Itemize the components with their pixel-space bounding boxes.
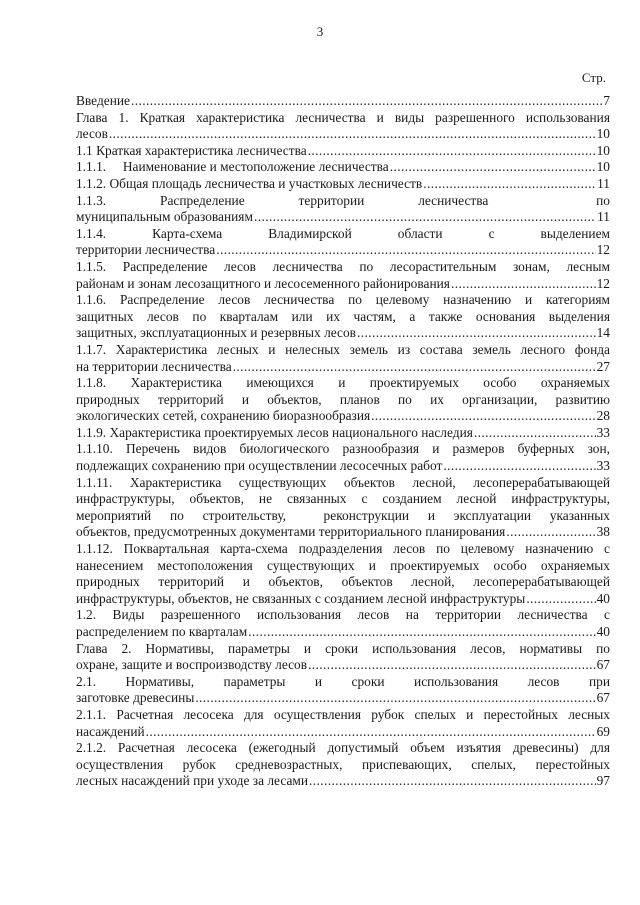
toc-entry[interactable] [76,641,610,674]
toc-page-number: 10 [596,126,610,142]
dot-leader [390,159,596,176]
toc-page-number: 14 [596,325,610,341]
toc-page-number: 12 [596,242,610,258]
toc-entry[interactable] [76,607,610,640]
toc-entry-line: 2.1.2. Расчетная лесосека (ежегодный допустимый объем изъятия древесины) для [76,740,610,756]
toc-entry-title: лесов [76,126,108,142]
toc-entry-title: распределением по кварталам [76,624,248,639]
toc-entry-last-line [76,159,610,176]
toc-entry[interactable] [76,259,610,292]
toc-entry-line: природных территорий и объектов, объектов лесной, лесоперерабатывающей [76,574,610,590]
dot-leader [451,276,596,293]
toc-entry-last-line [76,773,610,790]
toc-page-number: 11 [597,175,610,191]
toc-entry-title: объектов, предусмотренных документами территориального планирования [76,524,506,540]
dot-leader [506,524,595,541]
toc-entry[interactable] [76,342,610,375]
toc-entry-line: 1.1.3. Распределение территории лесничества по [76,192,610,208]
toc-page-number: 12 [596,275,610,291]
toc-entry-last-line [76,591,610,608]
dot-leader [248,624,595,641]
toc-entry-last-line [76,524,610,541]
table-of-contents [76,93,610,790]
toc-entry[interactable] [76,176,610,193]
dot-leader [254,209,596,226]
toc-entry-line: защитных лесов по кварталам или их частям, а также основания выделения [76,308,610,324]
toc-page-number: 27 [596,358,610,374]
dot-leader [195,690,595,707]
toc-entry-line: мероприятий по строительству, реконструкции и эксплуатации указанных [76,507,610,523]
toc-entry[interactable] [76,441,610,474]
toc-entry-last-line [76,724,610,741]
toc-entry-last-line [76,93,610,110]
toc-entry-title: 1.1.9. Характеристика проектируемых лесов национального наследия [76,424,473,440]
toc-entry-line: 2.1.1. Расчетная лесосека для осуществления рубок спелых и перестойных лесных [76,706,610,722]
dot-leader [357,325,596,342]
toc-entry[interactable] [76,193,610,226]
toc-page-number: 38 [596,524,610,540]
toc-entry[interactable] [76,159,610,176]
toc-entry-line: 2.1. Нормативы, параметры и сроки использования лесов при [76,673,610,689]
toc-page-number: 7 [603,93,610,108]
toc-entry-line: 1.1.11. Характеристика существующих объектов лесной, лесоперерабатывающей [76,474,610,490]
dot-leader [371,408,595,425]
toc-entry-title: Введение [76,93,130,108]
toc-entry-title: насаждений [76,723,145,739]
dot-leader [308,657,596,674]
toc-page-number: 28 [596,408,610,424]
toc-entry-last-line [76,143,610,160]
toc-page-number: 69 [596,723,610,739]
toc-page-number: 33 [596,458,610,474]
toc-entry-line: Глава 1. Краткая характеристика лесничества и виды разрешенного использования [76,109,610,125]
toc-page-number: 33 [596,424,610,440]
dot-leader [423,176,596,193]
toc-entry[interactable] [76,226,610,259]
toc-entry-title: районам и зонам лесозащитного и лесосеменного районирования [76,275,450,291]
toc-entry-last-line [76,209,610,226]
toc-page-number: 10 [596,159,610,175]
toc-entry-line: 1.1.7. Характеристика лесных и нелесных земель из состава земель лесного фонда [76,341,610,357]
toc-entry-line: природных территорий и объектов, планов по их организации, развитию [76,391,610,407]
toc-page-number: 40 [596,624,610,639]
toc-entry[interactable] [76,375,610,425]
toc-entry-line: 1.1.10. Перечень видов биологического разнообразия и размеров буферных зон, [76,441,610,457]
toc-entry-title: подлежащих сохранению при осуществлении лесосечных работ [76,458,443,474]
toc-entry-title: экологических сетей, сохранению биоразнообразия [76,408,371,424]
toc-entry-title: инфраструктуры, объектов, не связанных с созданием лесной инфраструктуры [76,590,526,606]
dot-leader [526,591,595,608]
dot-leader [109,126,596,143]
toc-entry[interactable] [76,425,610,442]
toc-entry-title: 1.1.2. Общая площадь лесничества и участковых лесничеств [76,175,423,191]
page-number: 3 [316,24,324,39]
toc-entry-last-line [76,276,610,293]
toc-page-number: 10 [596,142,610,158]
dot-leader [131,93,602,110]
toc-entry-title: территории лесничества [76,242,216,258]
dot-leader [474,425,596,442]
toc-page-number: 97 [596,773,610,789]
toc-entry-title: 1.1.1. Наименование и местоположение лесничества [76,159,389,175]
toc-entry-line: 1.1.4. Карта-схема Владимирской области с выделением [76,225,610,241]
toc-entry-line: инфраструктуры, объектов, не связанных с созданием лесной инфраструктуры, [76,491,610,507]
toc-entry-line: 1.1.8. Характеристика имеющихся и проектируемых особо охраняемых [76,375,610,391]
toc-entry[interactable] [76,674,610,707]
toc-entry-line: 1.1.12. Поквартальная карта-схема подразделения лесов по целевому назначению с [76,541,610,557]
toc-entry-title: заготовке древесины [76,690,195,706]
toc-entry-line: 1.1.6. Распределение лесов лесничества по целевому назначению и категориям [76,292,610,308]
toc-page-number: 40 [596,590,610,606]
toc-entry-last-line [76,425,610,442]
toc-entry-last-line [76,458,610,475]
toc-page-number: 67 [596,690,610,706]
toc-entry[interactable] [76,740,610,790]
toc-entry-last-line [76,657,610,674]
toc-entry[interactable] [76,475,610,541]
toc-entry[interactable] [76,143,610,160]
dot-leader [233,359,596,376]
toc-entry-last-line [76,408,610,425]
toc-entry-title: на территории лесничества [76,358,232,374]
toc-entry-title: защитных, эксплуатационных и резервных лесов [76,325,356,341]
toc-entry[interactable] [76,541,610,607]
toc-entry-line: осуществления рубок средневозрастных, приспевающих, спелых, перестойных [76,756,610,772]
toc-entry-line: 1.1.5. Распределение лесов лесничества по лесорастительным зонам, лесным [76,258,610,274]
toc-entry[interactable] [76,93,610,110]
toc-entry-line: нанесением местоположения существующих и проектируемых особо охраняемых [76,557,610,573]
toc-entry-title: 1.1 Краткая характеристика лесничества [76,142,307,158]
dot-leader [443,458,595,475]
toc-entry-last-line [76,624,610,641]
dot-leader [309,773,596,790]
dot-leader [146,724,596,741]
dot-leader [308,143,596,160]
toc-entry-last-line [76,176,610,193]
toc-page-number: 11 [597,209,610,225]
toc-entry-last-line [76,690,610,707]
dot-leader [216,242,595,259]
toc-entry-line: Глава 2. Нормативы, параметры и сроки использования лесов, нормативы по [76,640,610,656]
toc-entry-title: охране, защите и воспроизводству лесов [76,657,308,673]
toc-entry-title: лесных насаждений при уходе за лесами [76,773,309,789]
toc-entry-line: 1.2. Виды разрешенного использования лесов на территории лесничества с [76,607,610,623]
toc-entry-last-line [76,325,610,342]
toc-entry[interactable] [76,707,610,740]
toc-entry-title: муниципальным образованиям [76,209,253,225]
toc-entry[interactable] [76,110,610,143]
page-column-header: Стр. [581,70,606,85]
toc-entry[interactable] [76,292,610,342]
toc-page-number: 67 [596,657,610,673]
toc-entry-last-line [76,126,610,143]
toc-entry-last-line [76,359,610,376]
toc-entry-last-line [76,242,610,259]
